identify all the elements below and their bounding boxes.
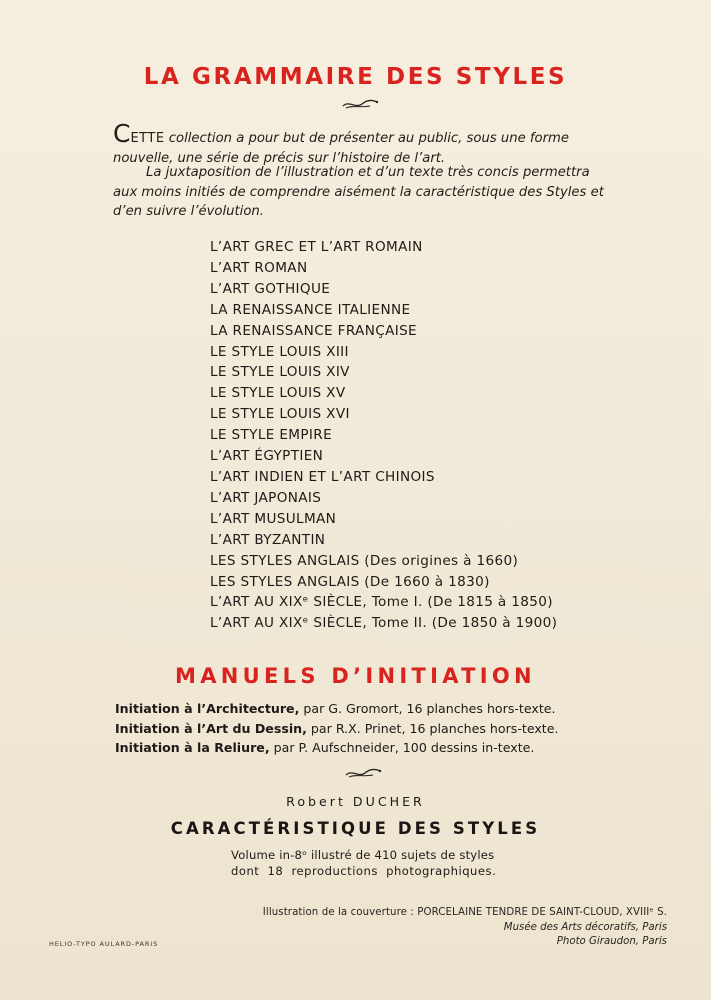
- museum-credit: Musée des Arts décoratifs, Paris: [503, 922, 667, 933]
- collection-title-item: LE STYLE LOUIS XVI: [210, 406, 350, 423]
- printer-imprint: HELIO-TYPO AULARD-PARIS: [49, 940, 159, 948]
- manual-title: Initiation à l’Architecture,: [115, 701, 300, 716]
- manual-line: [115, 738, 635, 758]
- flourish-ornament-icon: [340, 98, 380, 110]
- collection-title-item: L’ART GOTHIQUE: [210, 280, 331, 297]
- manual-detail: par P. Aufschneider, 100 dessins in-texte.: [269, 740, 535, 755]
- intro-paragraph-1-text: collection a pour but de présenter au public, sous une forme nouvelle, une série de précis sur l’histoire de l’art.: [113, 131, 569, 166]
- manual-detail: par G. Gromort, 16 planches hors-texte.: [299, 701, 556, 716]
- collection-title-item: L’ART JAPONAIS: [210, 489, 322, 506]
- collection-title-item: L’ART INDIEN ET L’ART CHINOIS: [210, 468, 435, 485]
- book-title: CARACTÉRISTIQUE DES STYLES: [170, 819, 541, 838]
- collection-title-item: LES STYLES ANGLAIS (Des origines à 1660): [210, 552, 519, 569]
- collection-title-item: LA RENAISSANCE ITALIENNE: [210, 301, 411, 318]
- collection-title-item: LES STYLES ANGLAIS (De 1660 à 1830): [210, 573, 490, 590]
- collection-title-item: L’ART ÉGYPTIEN: [210, 448, 324, 465]
- intro-paragraph-2: La juxtaposition de l’illustration et d’un texte très concis permettra aux moins initiés de comprendre aisément la caractéristique des Styles et d’en suivre l’évolution.: [113, 165, 604, 219]
- manual-detail: par R.X. Prinet, 16 planches hors-texte.: [306, 720, 559, 736]
- collection-title-list: [210, 237, 557, 634]
- book-description-line-2: dont 18 reproductions photographiques.: [231, 864, 497, 878]
- collection-title-item: L’ART AU XIXᵉ SIÈCLE, Tome II. (De 1850 à 1900): [210, 615, 558, 632]
- manual-line: [115, 719, 635, 739]
- collection-title-item: L’ART GREC ET L’ART ROMAIN: [210, 239, 423, 255]
- drop-cap: C: [113, 119, 131, 148]
- manuals-title: MANUELS D’INITIATION: [175, 664, 536, 688]
- manual-line: [115, 699, 635, 719]
- collection-title-item: L’ART AU XIXᵉ SIÈCLE, Tome I. (De 1815 à 1850): [210, 594, 553, 611]
- cover-illustration-credit: Illustration de la couverture : PORCELAINE TENDRE DE SAINT-CLOUD, XVIIIᵉ S.: [262, 907, 667, 918]
- author-name: Robert DUCHER: [286, 794, 425, 809]
- manuals-list: [115, 699, 635, 758]
- book-description-line-1: Volume in-8ᵒ illustré de 410 sujets de styles: [231, 848, 495, 862]
- collection-title-item: L’ART ROMAN: [210, 259, 308, 276]
- flourish-ornament-icon: [343, 767, 383, 779]
- main-title: LA GRAMMAIRE DES STYLES: [143, 64, 568, 90]
- manual-title: Initiation à l’Art du Dessin,: [115, 720, 307, 736]
- collection-title-item: LA RENAISSANCE FRANÇAISE: [210, 322, 417, 339]
- manual-title: Initiation à la Reliure,: [115, 740, 270, 755]
- intro-smallcaps: ETTE: [130, 131, 165, 146]
- collection-title-item: L’ART BYZANTIN: [210, 531, 326, 548]
- collection-title-item: LE STYLE EMPIRE: [210, 427, 333, 444]
- photo-credit: Photo Giraudon, Paris: [556, 936, 667, 947]
- collection-title-item: LE STYLE LOUIS XIII: [210, 343, 349, 360]
- collection-title-item: LE STYLE LOUIS XV: [210, 385, 346, 402]
- collection-title-item: L’ART MUSULMAN: [210, 510, 337, 527]
- collection-title-item: LE STYLE LOUIS XIV: [210, 364, 350, 381]
- intro-paragraph-1: [113, 119, 613, 168]
